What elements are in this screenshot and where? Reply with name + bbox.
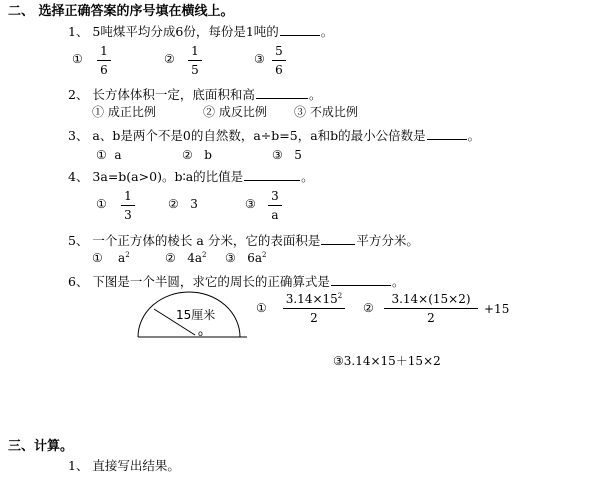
fraction-bar: [97, 60, 111, 61]
q4-option-3-fraction: [268, 190, 282, 221]
q5-option-2-base: 4a: [187, 251, 203, 265]
q4-option-2-value: 3: [190, 197, 198, 211]
answer-blank-1[interactable]: [280, 24, 320, 36]
q5-option-3-base: 6a: [247, 251, 263, 265]
semicircle-figure: [135, 288, 250, 344]
q6-option-1-denominator: 2: [310, 311, 318, 325]
q1-option-3-denominator: 6: [275, 63, 283, 77]
question-3: [68, 128, 480, 143]
q3-option-3-mark: ③: [272, 148, 283, 162]
answer-blank-4[interactable]: [244, 169, 300, 181]
q3-option-1: [96, 149, 122, 161]
question-5: [68, 233, 419, 248]
q6-option-1-mark: ①: [256, 301, 267, 315]
fraction-bar: [121, 205, 135, 206]
q1-option-3-fraction: [272, 45, 286, 76]
fraction-bar: [188, 60, 202, 61]
fraction-bar: [268, 205, 282, 206]
q4-option-2: [168, 198, 198, 210]
q1-option-3-numerator: 5: [275, 44, 283, 58]
q2-option-2: ② 成反比例: [203, 105, 267, 119]
fraction-bar: [283, 308, 345, 309]
q3-option-3-value: 5: [294, 148, 302, 162]
answer-blank-5[interactable]: [321, 233, 355, 245]
question-1-end: 。: [320, 24, 334, 39]
q6-option-2-tail: +15: [484, 302, 510, 316]
q5-option-3: [225, 252, 266, 264]
q6-option-1-num-exponent: 2: [337, 292, 343, 300]
q6-option-1-numerator: [283, 293, 345, 305]
question-3-end: 。: [467, 128, 481, 143]
radius-label: 15厘米: [176, 308, 216, 322]
q1-option-3-mark: ③: [254, 52, 265, 66]
calc-item-1: 1、 直接写出结果。: [68, 458, 180, 473]
q6-option-2-fraction: [384, 293, 478, 324]
q1-option-1-denominator: 6: [100, 63, 108, 77]
section-heading-calc: 三、计算。: [8, 439, 74, 454]
q2-option-3: ③ 不成比例: [294, 105, 358, 119]
question-6-end: 。: [391, 274, 405, 289]
question-2-end: 。: [308, 87, 322, 102]
section-heading-choice: 二、 选择正确答案的序号填在横线上。: [8, 4, 234, 19]
answer-blank-2[interactable]: [256, 87, 308, 99]
question-5-text: 5、 一个正方体的棱长 a 分米，它的表面积是: [68, 233, 321, 248]
q3-option-2-value: b: [204, 148, 212, 162]
q1-option-1-fraction: [97, 45, 111, 76]
q1-option-2-mark: ②: [164, 52, 175, 66]
q5-option-3-mark: ③: [225, 251, 236, 265]
q6-option-1-fraction: [283, 293, 345, 324]
question-1-text: 1、 5吨煤平均分成6份，每份是1吨的: [68, 24, 279, 39]
q6-option-1-num-base: 3.14×15: [285, 292, 338, 306]
q5-option-1-exponent: 2: [125, 251, 130, 259]
q4-option-3-denominator: a: [271, 208, 279, 222]
q6-option-3: ③3.14×15＋15×2: [333, 354, 441, 368]
fraction-bar: [384, 308, 478, 309]
q3-option-2: [182, 149, 212, 161]
question-3-text: 3、 a、b是两个不是0的自然数，a÷b=5，a和b的最小公倍数是: [68, 128, 426, 143]
q4-option-2-mark: ②: [168, 197, 179, 211]
q5-option-2: [165, 252, 206, 264]
q5-option-1-base: a: [118, 251, 126, 265]
answer-blank-3[interactable]: [427, 128, 467, 140]
question-6: [68, 274, 404, 289]
q6-option-2-denominator: 2: [427, 311, 435, 325]
q5-option-1: [92, 252, 130, 264]
question-2: [68, 87, 321, 102]
question-6-text: 6、 下图是一个半圆，求它的周长的正确算式是: [68, 274, 330, 289]
q5-option-2-exponent: 2: [202, 251, 207, 259]
q5-option-2-mark: ②: [165, 251, 176, 265]
q4-option-1-denominator: 3: [124, 208, 132, 222]
center-label: o: [198, 329, 203, 338]
question-4-end: 。: [301, 169, 314, 184]
q2-option-1: ① 成正比例: [92, 105, 156, 119]
q3-option-2-mark: ②: [182, 148, 193, 162]
question-4: [68, 169, 314, 184]
q4-option-3-numerator: 3: [271, 189, 279, 203]
q3-option-1-value: a: [114, 148, 122, 162]
q1-option-1-mark: ①: [72, 52, 83, 66]
q1-option-2-denominator: 5: [191, 63, 199, 77]
question-5-end: 平方分米。: [356, 233, 419, 248]
fraction-bar: [272, 60, 286, 61]
q5-option-3-exponent: 2: [262, 251, 267, 259]
answer-blank-6[interactable]: [331, 274, 391, 286]
q4-option-1-numerator: 1: [124, 189, 132, 203]
q3-option-1-mark: ①: [96, 148, 107, 162]
q1-option-2-fraction: [188, 45, 202, 76]
q4-option-3-mark: ③: [245, 197, 256, 211]
q4-option-1-fraction: [121, 190, 135, 221]
q6-option-2-numerator: 3.14×(15×2): [391, 292, 471, 306]
question-1: [68, 24, 333, 39]
q1-option-2-numerator: 1: [191, 44, 199, 58]
q1-option-1-numerator: 1: [100, 44, 108, 58]
question-2-text: 2、 长方体体积一定，底面积和高: [68, 87, 255, 102]
q3-option-3: [272, 149, 302, 161]
q5-option-1-mark: ①: [92, 251, 103, 265]
question-4-text: 4、 3a=b(a>0)。b∶a的比值是: [68, 169, 244, 184]
q4-option-1-mark: ①: [96, 197, 107, 211]
q6-option-2-mark: ②: [363, 301, 374, 315]
